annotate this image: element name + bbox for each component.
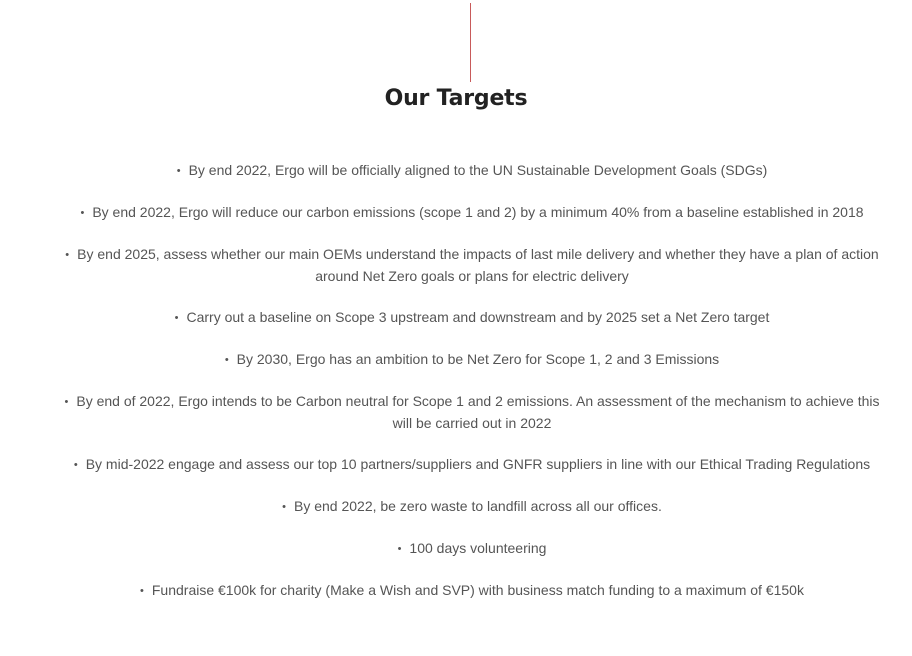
target-item bbox=[60, 454, 884, 476]
bullet-icon: • bbox=[65, 249, 70, 261]
bullet-icon: • bbox=[73, 459, 78, 471]
target-text: By 2030, Ergo has an ambition to be Net Zero for Scope 1, 2 and 3 Emissions bbox=[236, 351, 720, 367]
bullet-icon: • bbox=[174, 312, 179, 324]
target-item bbox=[60, 538, 884, 560]
target-item bbox=[60, 307, 884, 329]
bullet-icon: • bbox=[224, 354, 229, 366]
target-text: 100 days volunteering bbox=[409, 540, 547, 556]
target-text: Fundraise €100k for charity (Make a Wish and SVP) with business match funding to a maximum of €150k bbox=[151, 582, 804, 598]
target-text: By end 2025, assess whether our main OEMs understand the impacts of last mile delivery and whether they have a plan of action around Net Zero goals or plans for electric delivery bbox=[77, 246, 879, 284]
bullet-icon: • bbox=[140, 585, 144, 597]
target-item bbox=[60, 391, 884, 434]
target-text: By end 2022, Ergo will be officially aligned to the UN Sustainable Development Goals (SDGs) bbox=[188, 162, 768, 178]
bullet-icon: • bbox=[397, 543, 402, 555]
target-item bbox=[60, 496, 884, 518]
target-item bbox=[60, 349, 884, 371]
target-text: By end 2022, be zero waste to landfill across all our offices. bbox=[294, 498, 662, 514]
target-text: By end of 2022, Ergo intends to be Carbon neutral for Scope 1 and 2 emissions. An assessment of the mechanism to achieve this will be carried out in 2022 bbox=[76, 393, 880, 431]
target-item bbox=[60, 202, 884, 224]
vertical-accent-line bbox=[470, 3, 471, 82]
target-text: Carry out a baseline on Scope 3 upstream and downstream and by 2025 set a Net Zero target bbox=[186, 309, 770, 325]
section-title: Our Targets bbox=[384, 86, 528, 111]
targets-list bbox=[60, 160, 884, 622]
bullet-icon: • bbox=[80, 207, 85, 219]
bullet-icon: • bbox=[282, 501, 286, 513]
target-text: By end 2022, Ergo will reduce our carbon emissions (scope 1 and 2) by a minimum 40% from a baseline established in 2018 bbox=[92, 204, 864, 220]
target-item bbox=[60, 160, 884, 182]
target-item bbox=[60, 580, 884, 602]
target-text: By mid-2022 engage and assess our top 10 partners/suppliers and GNFR suppliers in line with our Ethical Trading Regulations bbox=[85, 456, 871, 472]
target-item bbox=[60, 244, 884, 287]
bullet-icon: • bbox=[176, 165, 181, 177]
bullet-icon: • bbox=[64, 396, 69, 408]
